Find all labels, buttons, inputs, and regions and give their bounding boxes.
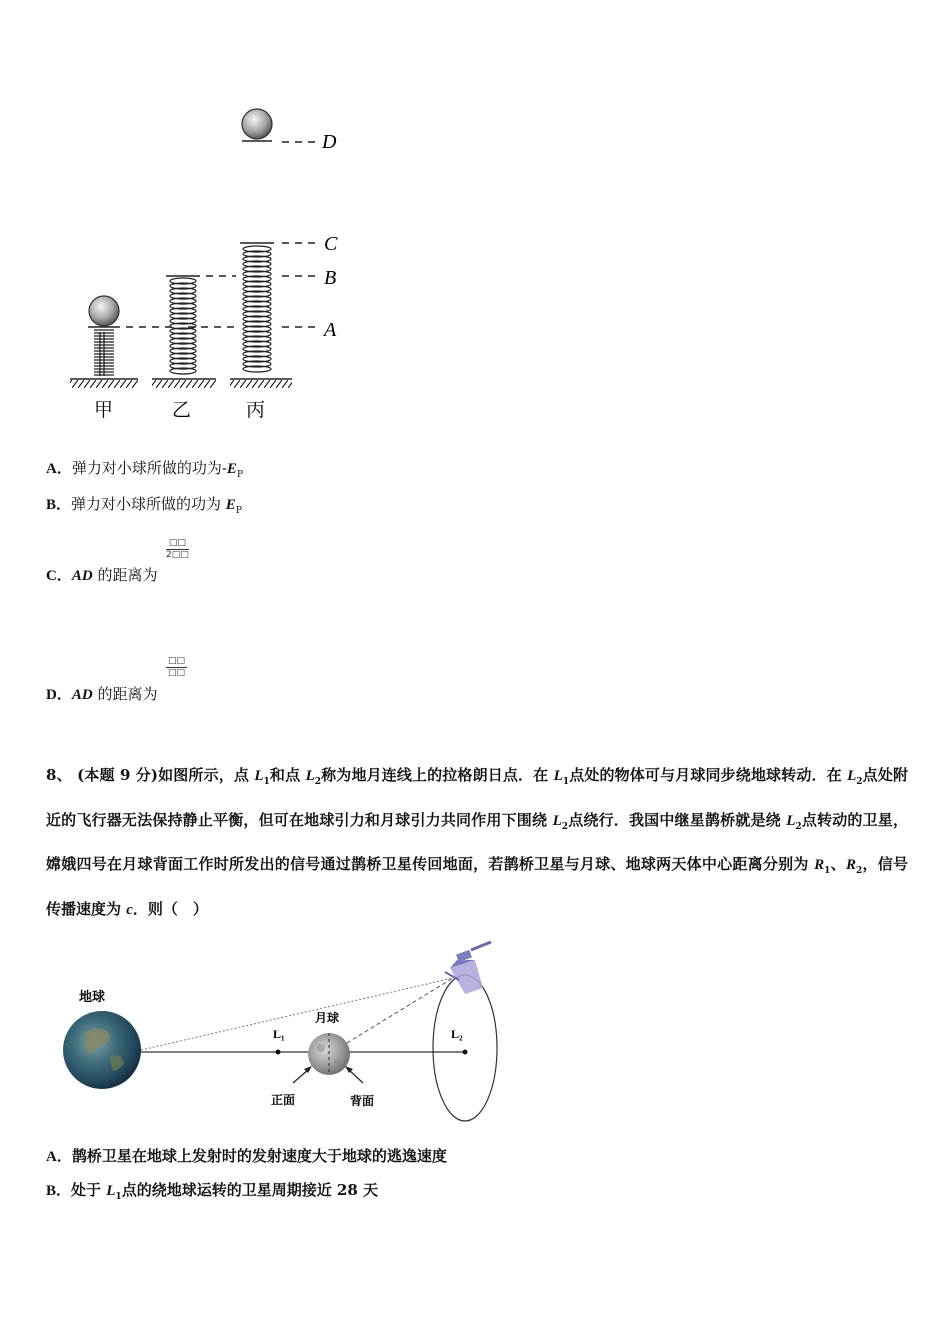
front-label: 正面 [271,1093,296,1107]
q8-option-a[interactable]: A．鹊桥卫星在地球上发射时的发射速度大于地球的逃逸速度 [46,1147,447,1165]
earth-label: 地球 [79,989,106,1004]
label-b: B [324,267,337,289]
l1-point [276,1050,281,1055]
q7-option-a[interactable]: A．弹力对小球所做的功为$-E_P$ [46,459,243,480]
lagrange-figure [55,938,515,1128]
ball-a [89,296,119,326]
caption-bing: 丙 [246,400,266,421]
spring-jia [94,330,114,376]
label-d: D [322,131,337,153]
label-c: C [324,233,338,255]
q7-option-d[interactable]: D．AD 的距离为 [46,685,158,703]
q7-d-fraction: □□ □□ [168,656,186,678]
q7-option-c[interactable]: C．AD 的距离为 [46,566,158,584]
spring-figure [60,100,360,430]
queqiao-satellite [445,942,491,994]
l2-point [463,1050,468,1055]
back-label: 背面 [350,1094,375,1108]
label-a: A [324,319,337,341]
spring-bing [243,246,271,372]
ball-d [242,109,272,139]
q7-option-b[interactable]: B．弹力对小球所做的功为 $E_P$ [46,495,242,516]
caption-yi: 乙 [172,400,192,421]
earth [63,1011,141,1089]
q8-stem: 8、 (本题 9 分)如图所示，点 $L_1$和点 $L_2$称为地月连线上的拉格朗日点．在 $L_1$点处的物体可与月球同步绕地球转动．在 $L_2$点处附近的飞行器无法保持静止平衡，但可在地球引力和月球引力共同作用下围绕 $L_2$点绕行．我国中继星鹊桥就是绕 $L_2$点转动的卫星，嫦娥四号在月球背面工作时所发出的信号通过鹊桥卫星传回地面，若鹊桥卫星与月球、地球两天体中心距离分别为 $R_1$、$R_2$，信号传播速度为 c．则（ ） [46,766,908,918]
spring-yi [170,278,196,374]
halo-orbit [433,975,497,1121]
q8-option-b[interactable]: B．处于 $L_1$点的绕地球运转的卫星周期接近 28 天 [46,1181,379,1202]
caption-jia: 甲 [94,400,114,421]
l2-label: L₂ [451,1027,463,1041]
q7-c-fraction: □□ 2□□ [166,538,189,560]
moon-label: 月球 [315,1011,340,1025]
l1-label: L₁ [273,1027,285,1041]
